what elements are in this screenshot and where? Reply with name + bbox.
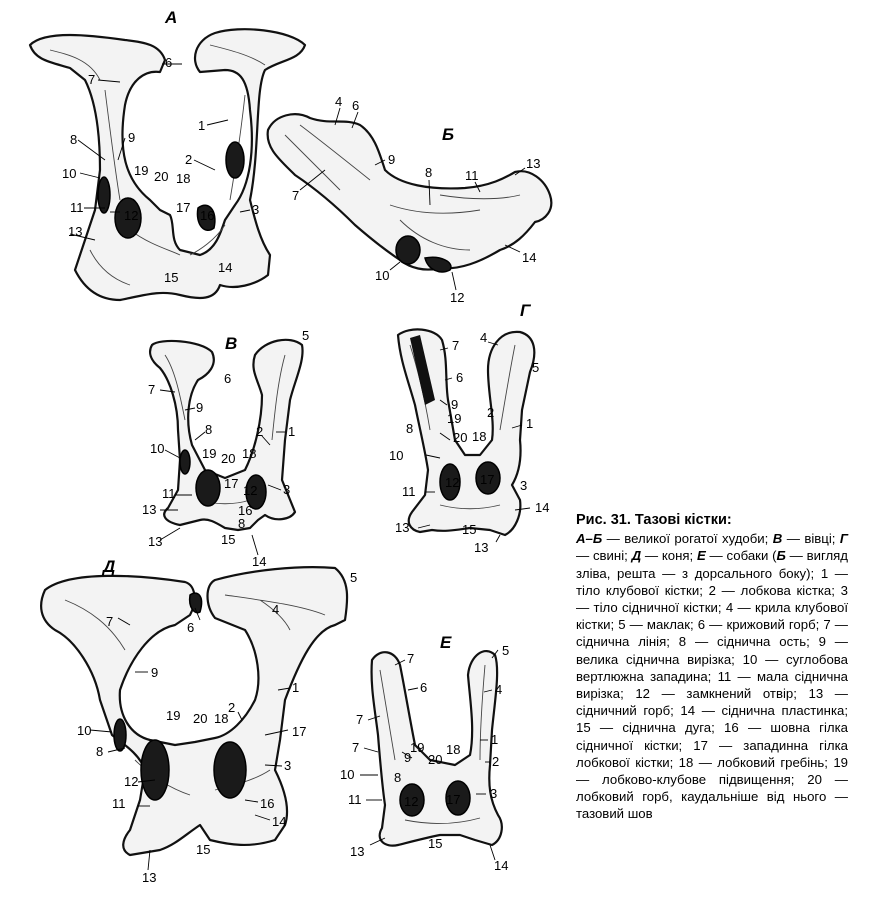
panel-a-label-12: 12 <box>124 208 139 223</box>
caption-desc-v: — вівці; <box>782 531 840 547</box>
panel-b-label-12: 12 <box>450 290 465 305</box>
panel-g-label-18: 18 <box>472 429 487 444</box>
panel-g-label-19: 19 <box>447 411 462 426</box>
panel-v-label-16: 16 <box>238 503 253 518</box>
panel-v-label-20: 20 <box>221 451 236 466</box>
panel-g-label-13-left: 13 <box>395 520 410 535</box>
panel-g-label-11: 11 <box>402 484 416 499</box>
panel-g-label-13-right: 13 <box>474 540 489 555</box>
panel-v-label-8-lower: 8 <box>238 516 246 531</box>
panel-a-label-10: 10 <box>62 166 77 181</box>
panel-v-drawing <box>150 340 302 530</box>
panel-d-label-13: 13 <box>142 870 157 885</box>
panel-d-label-2: 2 <box>228 700 236 715</box>
panel-a-label-13: 13 <box>68 224 83 239</box>
panel-e-label-17: 17 <box>446 792 461 807</box>
panel-v-label-5: 5 <box>302 328 310 343</box>
panel-e-label-3: 3 <box>490 786 498 801</box>
panel-d-label-5: 5 <box>350 570 358 585</box>
panel-b-label-10: 10 <box>375 268 390 283</box>
panel-a-label-14: 14 <box>218 260 233 275</box>
panel-v-label-18: 18 <box>242 446 257 461</box>
panel-b-letter: Б <box>442 125 455 144</box>
panel-b-label-14: 14 <box>522 250 537 265</box>
panel-d-label-12: 12 <box>124 774 139 789</box>
panel-d-letter: Д <box>103 557 116 576</box>
panel-e-label-1: 1 <box>491 732 499 747</box>
panel-d-label-15: 15 <box>196 842 211 857</box>
panel-b-label-8: 8 <box>425 165 433 180</box>
panel-g-label-4: 4 <box>480 330 488 345</box>
panel-g-label-5: 5 <box>532 360 540 375</box>
panel-b-label-4: 4 <box>335 94 343 109</box>
caption-text <box>576 531 848 821</box>
panel-g-label-9: 9 <box>451 397 459 412</box>
panel-v-label-2: 2 <box>256 424 264 439</box>
panel-v-label-13-upper: 13 <box>142 502 157 517</box>
caption-desc-g: — свині; <box>576 548 632 564</box>
panel-a-label-20: 20 <box>154 169 169 184</box>
panel-e-letter: Е <box>440 633 452 652</box>
panel-d-label-4: 4 <box>272 602 280 617</box>
panel-d-label-19: 19 <box>166 708 181 723</box>
caption-key-e: Е <box>696 548 706 564</box>
caption-legend: — вигляд зліва, решта — з дорсального боку); 1 — тіло клубової кістки; 2 — лобкова кістка; 3 — тіло сідничної кістки; 4 — крила клубової кістки; 5 — маклак; 6 — крижовий горб; 7 — сіднична лінія; 8 — сіднична ость; 9 — велика сіднична вирізка; 10 — суглобова вертлюжна западина; 11 — мала сіднична вирізка; 12 — замкнений отвір; 13 — сідничний горб; 14 — сіднична пластинка; 15 — сіднична дуга; 16 — шовна гілка сідничної кістки; 17 — западинна гілка лобкової кістки; 18 — лобковий гребінь; 19 — лобково-клубове підвищення; 20 — лобковий горб, каудальніше від нього — тазовий шов <box>576 548 848 822</box>
panel-b-label-9: 9 <box>388 152 396 167</box>
panel-v-label-19: 19 <box>202 446 217 461</box>
panel-e-label-7-mid: 7 <box>356 712 364 727</box>
panel-b-label-7: 7 <box>292 188 300 203</box>
panel-d-label-7: 7 <box>106 614 114 629</box>
caption-desc-a-b: — великої рогатої худоби; <box>602 531 773 547</box>
figure-caption <box>576 512 848 823</box>
panel-d-label-3: 3 <box>284 758 292 773</box>
panel-a-label-11: 11 <box>70 200 84 215</box>
caption-desc-d: — коня; <box>641 548 697 564</box>
panel-v-label-13-lower: 13 <box>148 534 163 549</box>
panel-g-label-6: 6 <box>456 370 464 385</box>
panel-b-drawing <box>268 114 552 272</box>
panel-g-label-1: 1 <box>526 416 534 431</box>
panel-v-label-9: 9 <box>196 400 204 415</box>
panel-e-label-15: 15 <box>428 836 443 851</box>
panel-e-label-6: 6 <box>420 680 428 695</box>
panel-e-label-20: 20 <box>428 752 443 767</box>
panel-g-label-3: 3 <box>520 478 528 493</box>
panel-e-label-2: 2 <box>492 754 500 769</box>
panel-e-label-7-top: 7 <box>407 651 415 666</box>
panel-e-label-18: 18 <box>446 742 461 757</box>
caption-key-v: В <box>772 531 783 547</box>
panel-v-label-3: 3 <box>283 482 291 497</box>
panel-g-label-10: 10 <box>389 448 404 463</box>
panel-d-label-17: 17 <box>292 724 307 739</box>
panel-a-label-7: 7 <box>88 72 96 87</box>
panel-e-label-5: 5 <box>502 643 510 658</box>
panel-e-drawing <box>372 651 502 846</box>
panel-v-label-15: 15 <box>221 532 236 547</box>
panel-v-label-10: 10 <box>150 441 165 456</box>
caption-key-b: Б <box>776 548 786 564</box>
panel-v-label-8: 8 <box>205 422 213 437</box>
panel-g-label-17: 17 <box>480 472 495 487</box>
panel-a-label-6: 6 <box>165 55 173 70</box>
panel-e-label-13: 13 <box>350 844 365 859</box>
panel-e-label-12: 12 <box>404 794 419 809</box>
panel-g-label-14: 14 <box>535 500 550 515</box>
panel-a-label-1: 1 <box>198 118 206 133</box>
panel-g-label-2: 2 <box>487 405 495 420</box>
panel-g-label-15: 15 <box>462 522 477 537</box>
panel-e-label-8: 8 <box>394 770 402 785</box>
panel-v-label-11: 11 <box>162 486 176 501</box>
panel-b-label-11: 11 <box>465 168 479 183</box>
panel-g-label-8: 8 <box>406 421 414 436</box>
panel-v-label-12: 12 <box>243 483 258 498</box>
panel-d-label-11: 11 <box>112 796 126 811</box>
panel-a-label-18: 18 <box>176 171 191 186</box>
panel-a-label-17: 17 <box>176 200 191 215</box>
panel-g-letter: Г <box>520 301 531 320</box>
panel-e-label-4: 4 <box>495 682 503 697</box>
panel-b-label-13: 13 <box>526 156 541 171</box>
panel-d-label-8: 8 <box>96 744 104 759</box>
panel-v-label-7: 7 <box>148 382 156 397</box>
panel-e-label-7-low: 7 <box>352 740 360 755</box>
panel-v-letter: В <box>225 334 238 353</box>
panel-a-label-8: 8 <box>70 132 78 147</box>
panel-d-label-1: 1 <box>292 680 300 695</box>
panel-v-label-1: 1 <box>288 424 296 439</box>
panel-a-label-3: 3 <box>252 202 260 217</box>
panel-e-label-19: 19 <box>410 740 425 755</box>
panel-e-label-14: 14 <box>494 858 509 873</box>
panel-a-label-19: 19 <box>134 163 149 178</box>
panel-v-label-6: 6 <box>224 371 232 386</box>
caption-key-d: Д <box>631 548 642 564</box>
caption-title: Рис. 31. Тазові кістки: <box>576 512 732 528</box>
panel-d-label-6: 6 <box>187 620 195 635</box>
panel-a-label-2: 2 <box>185 152 193 167</box>
panel-e-label-11: 11 <box>348 792 362 807</box>
panel-b-label-6: 6 <box>352 98 360 113</box>
caption-key-g: Г <box>839 531 848 547</box>
panel-d-label-9: 9 <box>151 665 159 680</box>
panel-a-label-15: 15 <box>164 270 179 285</box>
panel-v-label-17: 17 <box>224 476 239 491</box>
panel-v-label-14: 14 <box>252 554 267 569</box>
caption-key-a-b: А–Б <box>576 531 603 547</box>
panel-e-label-9: 9 <box>404 750 412 765</box>
panel-d-label-14: 14 <box>272 814 287 829</box>
panel-e-label-10: 10 <box>340 767 355 782</box>
panel-a-label-16: 16 <box>200 208 215 223</box>
panel-g-label-7: 7 <box>452 338 460 353</box>
panel-d-label-20: 20 <box>193 711 208 726</box>
panel-d-label-16: 16 <box>260 796 275 811</box>
panel-g-label-20: 20 <box>453 430 468 445</box>
panel-d-label-18: 18 <box>214 711 229 726</box>
panel-a-letter: А <box>165 8 178 27</box>
caption-desc-e: — собаки ( <box>705 548 777 564</box>
panel-g-label-12: 12 <box>445 475 460 490</box>
panel-a-label-9: 9 <box>128 130 136 145</box>
panel-d-label-10: 10 <box>77 723 92 738</box>
